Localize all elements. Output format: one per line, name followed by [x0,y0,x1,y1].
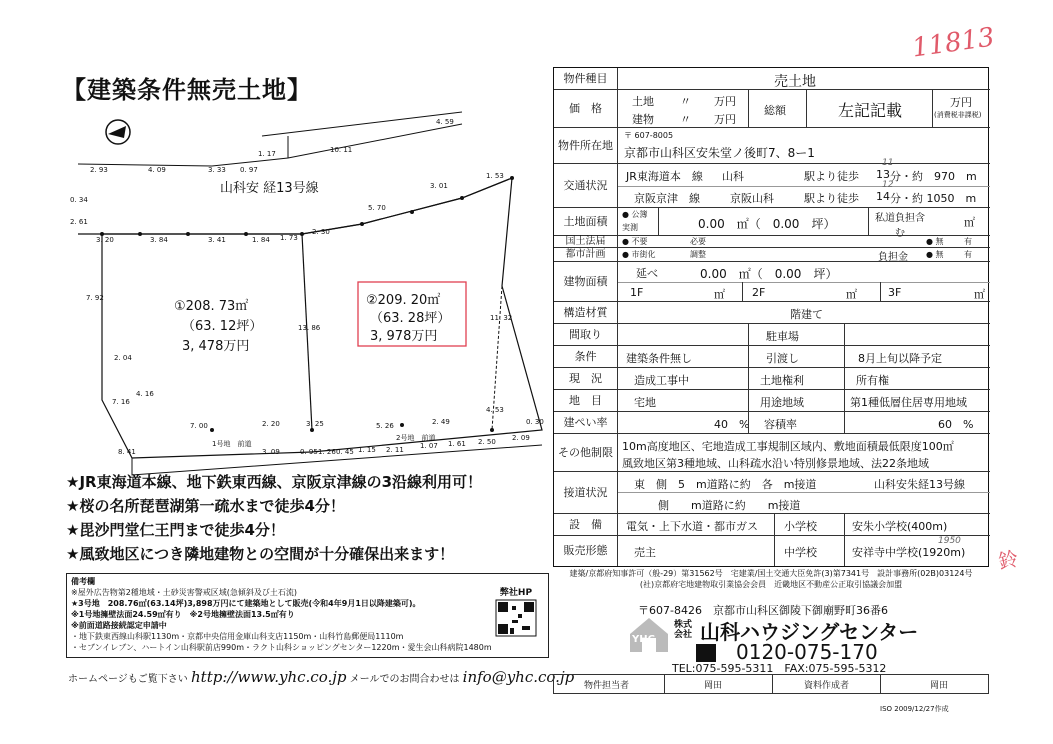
hand-note: 1950 [938,536,961,546]
row-status [554,367,990,389]
dim-label: 0. 95 [300,448,318,456]
web-contact [68,668,575,686]
tel-fax: TEL:075-595-5311 FAX:075-595-5312 [672,662,887,675]
far-label: 容積率 [764,418,797,431]
unit: 万円 [714,95,736,108]
floor-2: 2F [752,286,766,299]
dim-label: 1. 84 [252,236,270,244]
license-line: 建築/京都府知事許可（般-29）第31562号 宅建業/国土交通大臣免許(3)第7341号 設計事務所(02B)03124号 [569,569,973,578]
note-line: ※前面道路接続認定申請中 [71,621,167,630]
note-line: ★3号地 208.76㎡(63.14坪)3,898万円にて建築地として販売(令和4年9月1日以降建築可)。 [71,599,421,608]
tax-note: (消費税非課税) [934,111,982,119]
row-label: 物件所在地 [554,128,618,163]
none-2: ● 無 [926,250,944,259]
unit: ㎡ [974,288,985,301]
dim-label: 4. 59 [436,118,454,126]
dim-label: 3. 09 [262,448,280,456]
building-label: 建物 [632,113,654,126]
restriction-1: 10m高度地区、宅地造成工事規制区域内、敷地面積最低限度100㎡ [622,440,954,453]
station-2: 京阪山科 [730,192,774,205]
hand-note: 11 [882,158,894,168]
qr-code-icon [492,598,540,638]
distance-1: 分・約 970 m [890,170,977,183]
staff-row [553,674,989,694]
row-label: 条件 [554,346,618,367]
dim-label: 8. 41 [118,448,136,456]
row-label: 現 況 [554,368,618,389]
delivery-label: 引渡し [766,352,799,365]
qr-code[interactable] [492,585,540,637]
hp-link[interactable]: http://www.yhc.co.jp [191,668,347,686]
dim-label: 13. 86 [298,324,321,332]
zoning-label: 用途地域 [760,396,804,409]
floor-1: 1F [630,286,644,299]
not-required: ● 不要 [622,237,648,246]
structure-value: 階建て [790,308,823,321]
dim-label: 3. 33 [208,166,226,174]
total-floor-label: 延べ [636,267,658,280]
property-table [553,67,989,567]
row-label: 価 格 [554,90,618,127]
mail-link[interactable]: info@yhc.co.jp [462,668,575,686]
lot2-tsubo: （63. 28坪） [370,311,451,326]
kind-registered: ● 公簿 [622,210,648,219]
row-national-land [554,235,990,247]
road-2: 側 m道路に約 m接道 [658,499,801,512]
left-panel [62,70,575,700]
yes-2: 有 [964,250,972,259]
zoning-value: 第1種低層住居専用地域 [850,396,967,409]
dim-label: 4. 16 [136,390,154,398]
road-name: 山科安 経13号線 [220,181,319,196]
dim-label: 3. 20 [96,236,114,244]
dim-label: 1. 73 [280,234,298,242]
dim-label: 3. 41 [208,236,226,244]
dim-label: 3. 01 [430,182,448,190]
iso-note: ISO 2009/12/27作成 [880,705,949,713]
rights-label: 土地権利 [760,374,804,387]
notes-heading: 備考欄 [71,577,95,586]
row-label: 設 備 [554,514,618,535]
total-label: 総額 [764,104,786,117]
note-line: ※1号地擁壁法面24.59㎡有り ※2号地擁壁法面13.5㎡有り [71,610,295,619]
required: 必要 [690,237,706,246]
floor-3: 3F [888,286,902,299]
dim-label: 0. 34 [70,196,88,204]
row-label: その他制限 [554,434,618,471]
license-footer [553,568,989,590]
note-line: ・地下鉄東西線山科駅1130m・京都中央信用金庫山科支店1150m・山科竹島郵便局1110m [71,632,404,641]
row-label: 土地面積 [554,208,618,235]
dim-label: 2. 30 [312,228,330,236]
private-road-label: 私道負担含む [875,213,925,239]
elementary-value: 安朱小学校(400m) [852,520,948,533]
lot1-tsubo: （63. 12坪） [182,319,263,334]
freedial-number: 0120-075-170 [736,640,878,664]
dim-label: 11. 32 [490,314,513,322]
dim-label: 0. 30 [526,418,544,426]
land-area-value: 0.00 ㎡（ 0.00 坪） [698,217,836,231]
dim-label: 7. 92 [86,294,104,302]
delivery-value: 8月上旬以降予定 [858,352,942,365]
dim-label: 0. 45 [336,448,354,456]
lot2-area: ②209. 20㎡ [366,293,441,308]
company-prefix: 株式会社 [674,620,693,640]
sales-type-value: 売主 [634,546,656,559]
junior-high-label: 中学校 [784,546,817,559]
status-value: 造成工事中 [634,374,689,387]
conditions-value: 建築条件無し [626,352,692,365]
row-label: 建ぺい率 [554,412,618,433]
elementary-label: 小学校 [784,520,817,533]
building-area-value: 0.00 ㎡（ 0.00 坪） [700,267,838,281]
hp-label: ホームページもご覧下さい [68,674,188,685]
dim-label: 1. 61 [448,440,466,448]
rights-value: 所有権 [856,374,889,387]
far-value: 60 % [938,418,974,431]
association-line: (社)京都府宅地建物取引業協会会員 近畿地区不動産公正取引協議会加盟 [639,580,903,589]
none-1: ● 無 [926,237,944,246]
mail-label: メールでのお問合わせは [349,674,460,685]
row-address [554,127,990,163]
zip: 〒 607-8005 [624,131,674,140]
line-1: JR東海道本 線 [626,170,703,183]
row-label: 交通状況 [554,164,618,207]
row-road-access [554,471,990,513]
row-conditions [554,345,990,367]
restriction-2: 風致地区第3種地域、山科疏水沿い特別修景地域、法22条地域 [622,457,929,470]
dim-label: 4. 09 [148,166,166,174]
lot-front-label: 2号地 前道 [396,434,436,442]
lot-front-label: 1号地 前道 [212,440,252,448]
stamp: 鈴 [996,546,1021,574]
address: 京都市山科区安朱堂ノ後町7、8ー1 [624,146,815,160]
dim-label: 2. 93 [90,166,108,174]
adjustment: 調整 [690,250,706,259]
walk-2: 駅より徒歩 [804,192,859,205]
maker-value: 岡田 [930,681,949,691]
dim-label: 1. 07 [420,442,438,450]
company-address: 〒607-8426 京都市山科区御陵下御廟野町36番6 [638,604,888,617]
dim-label: 1. 15 [358,446,376,454]
row-building-area [554,261,990,301]
hand-note: 12 [882,180,894,190]
yes-1: 有 [964,237,972,246]
lot1-area: ①208. 73㎡ [174,299,249,314]
row-layout [554,323,990,345]
dim-label: 7. 00 [190,422,208,430]
facilities-value: 電気・上下水道・都市ガス [626,520,758,533]
row-label: 地 目 [554,390,618,411]
total-unit: 万円 [950,96,972,109]
qr-label: 弊社HP [499,588,533,598]
logo-mark: YHC [632,634,655,645]
staff-label: 物件担当者 [584,681,630,691]
row-label: 構造材質 [554,302,618,323]
dim-label: 10. 11 [330,146,353,154]
dim-label: 2. 11 [386,446,404,454]
list-item: ★風致地区につき隣地建物との空間が十分確保出来ます！ [66,545,455,563]
dim-label: 4. 53 [486,406,504,414]
land-category-value: 宅地 [634,396,656,409]
dim-label: 2. 20 [262,420,280,428]
dim-label: 1. 53 [486,172,504,180]
row-label: 間取り [554,324,618,345]
building-value: 〃 [680,113,691,126]
walk-1: 駅より徒歩 [804,170,859,183]
line-2: 京阪京津 線 [634,192,700,205]
highlight-list [66,470,549,566]
dim-label: 7. 16 [112,398,130,406]
page-title: 【建築条件無売土地】 [62,76,312,104]
handwritten-id: 11813 [910,22,997,64]
notes-box [66,573,549,658]
dim-label: 5. 70 [368,204,386,212]
row-label: 物件種目 [554,68,618,89]
dim-label: 3. 84 [150,236,168,244]
row-coverage [554,411,990,433]
row-land-area [554,207,990,239]
junior-high-value: 安祥寺中学校(1920m) [852,546,966,559]
company-name: 山科ハウジングセンター [700,620,919,644]
type-value: 売土地 [774,74,816,90]
list-item: ★桜の名所琵琶湖第一疏水まで徒歩4分！ [66,497,345,515]
coverage-value: 40 % [714,418,750,431]
dim-label: 1. 17 [258,150,276,158]
row-facilities [554,513,990,535]
list-item: ★毘沙門堂仁王門まで徒歩4分！ [66,521,285,539]
road-1-name: 山科安朱経13号線 [874,478,965,491]
unit: 万円 [714,113,736,126]
unit: ㎡ [714,288,725,301]
lot1-price: 3, 478万円 [182,339,250,354]
staff-value: 岡田 [704,681,723,691]
dim-label: 2. 61 [70,218,88,226]
station-1: 山科 [722,170,744,183]
dim-label: 1. 26 [318,448,336,456]
row-type [554,68,990,89]
distance-2: 分・約 1050 m [890,192,977,205]
parking-label: 駐車場 [766,330,799,343]
kind-measured: 実測 [622,223,638,232]
road-1: 東 側 5 m道路に約 各 m接道 [634,478,817,491]
dim-label: 2. 50 [478,438,496,446]
maker-label: 資料作成者 [804,681,850,691]
row-access [554,158,990,207]
charge-label: 負担金 [878,252,908,263]
compass-icon [106,120,130,144]
unit: ㎡ [846,288,857,301]
list-item: ★JR東海道本線、地下鉄東西線、京阪京津線の3沿線利用可！ [66,473,483,491]
minutes-2: 14 [876,190,890,203]
dim-label: 2. 49 [432,418,450,426]
dim-label: 5. 26 [376,422,394,430]
row-sales-type [554,535,990,566]
minutes-1: 13 [876,168,890,181]
row-price [554,89,990,127]
unit: ㎡ [964,216,975,229]
urbanization: ● 市街化 [622,250,656,259]
row-label: 接道状況 [554,472,618,513]
dim-label: 0. 97 [240,166,258,174]
row-label: 販売形態 [554,536,618,566]
note-line: ※屋外広告物第2種地域・土砂災害警戒区域(急傾斜及び土石流) [71,588,298,597]
row-label: 国土法届 [554,236,618,247]
lot2-price: 3, 978万円 [370,329,438,344]
dim-label: 3. 25 [306,420,324,428]
total-value: 左記記載 [838,101,903,120]
company-logo-block [626,600,986,675]
row-restrictions [554,433,990,471]
land-label: 土地 [632,95,654,108]
row-label: 建物面積 [554,262,618,301]
row-label: 都市計画 [554,248,618,261]
note-line: ・セブンイレブン、ハートイン山科駅前店990m・ラクト山科ショッピングセンター1220m・愛生会山科病院1480m [71,643,492,652]
row-land-category [554,389,990,411]
dim-label: 2. 04 [114,354,132,362]
land-value: 〃 [680,95,691,108]
row-structure [554,301,990,323]
dim-label: 2. 09 [512,434,530,442]
